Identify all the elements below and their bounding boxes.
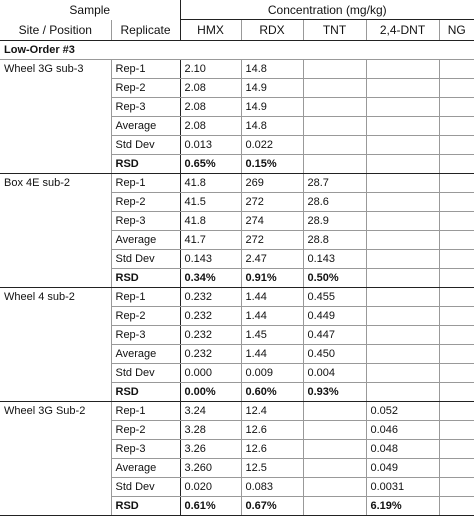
value-cell-24dnt <box>366 136 439 155</box>
value-cell-hmx: 0.143 <box>180 250 241 269</box>
value-cell-hmx: 3.260 <box>180 459 241 478</box>
concentration-header: Concentration (mg/kg) <box>180 0 474 20</box>
value-cell-rdx: 274 <box>241 212 303 231</box>
value-cell-24dnt <box>366 307 439 326</box>
site-position-cell: Box 4E sub-2 <box>0 174 111 193</box>
value-cell-hmx: 2.10 <box>180 60 241 79</box>
table-row <box>0 478 474 497</box>
value-cell-hmx: 3.24 <box>180 402 241 421</box>
value-cell-24dnt <box>366 231 439 250</box>
replicate-cell: Std Dev <box>111 478 180 497</box>
replicate-cell: RSD <box>111 155 180 174</box>
value-cell-ng <box>439 60 474 79</box>
value-cell-24dnt: 0.0031 <box>366 478 439 497</box>
site-position-cell <box>0 250 111 269</box>
value-cell-24dnt: 0.048 <box>366 440 439 459</box>
value-cell-24dnt <box>366 79 439 98</box>
value-cell-tnt <box>303 117 366 136</box>
value-cell-ng <box>439 288 474 307</box>
value-cell-rdx: 0.15% <box>241 155 303 174</box>
value-cell-hmx: 0.013 <box>180 136 241 155</box>
table-row <box>0 193 474 212</box>
value-cell-ng <box>439 193 474 212</box>
value-cell-rdx: 0.083 <box>241 478 303 497</box>
value-cell-tnt: 28.8 <box>303 231 366 250</box>
value-cell-ng <box>439 174 474 193</box>
table-row <box>0 459 474 478</box>
value-cell-rdx: 14.8 <box>241 60 303 79</box>
replicate-cell: Rep-2 <box>111 193 180 212</box>
value-cell-hmx: 2.08 <box>180 117 241 136</box>
value-cell-24dnt <box>366 364 439 383</box>
value-cell-rdx: 1.44 <box>241 345 303 364</box>
table-row <box>0 326 474 345</box>
value-cell-24dnt <box>366 250 439 269</box>
replicate-header: Replicate <box>111 20 180 41</box>
replicate-cell: Rep-3 <box>111 212 180 231</box>
value-cell-24dnt: 6.19% <box>366 497 439 516</box>
value-cell-tnt: 28.9 <box>303 212 366 231</box>
table-row <box>0 79 474 98</box>
value-cell-ng <box>439 459 474 478</box>
value-cell-tnt: 28.6 <box>303 193 366 212</box>
value-cell-24dnt <box>366 269 439 288</box>
value-cell-hmx: 2.08 <box>180 79 241 98</box>
value-cell-hmx: 41.8 <box>180 174 241 193</box>
replicate-cell: Average <box>111 459 180 478</box>
value-cell-hmx: 0.65% <box>180 155 241 174</box>
value-cell-ng <box>439 98 474 117</box>
value-cell-24dnt <box>366 288 439 307</box>
value-cell-tnt: 28.7 <box>303 174 366 193</box>
replicate-cell: Rep-1 <box>111 174 180 193</box>
replicate-cell: RSD <box>111 497 180 516</box>
replicate-cell: Rep-2 <box>111 79 180 98</box>
value-cell-ng <box>439 136 474 155</box>
value-cell-ng <box>439 117 474 136</box>
value-cell-rdx: 0.67% <box>241 497 303 516</box>
value-cell-tnt <box>303 459 366 478</box>
replicate-cell: Rep-1 <box>111 288 180 307</box>
value-cell-hmx: 0.61% <box>180 497 241 516</box>
value-cell-hmx: 0.020 <box>180 478 241 497</box>
value-cell-rdx: 14.9 <box>241 79 303 98</box>
table-row <box>0 307 474 326</box>
value-cell-tnt <box>303 421 366 440</box>
table-body <box>0 41 474 516</box>
value-cell-ng <box>439 364 474 383</box>
value-cell-hmx: 3.26 <box>180 440 241 459</box>
site-position-cell <box>0 212 111 231</box>
site-position-cell <box>0 326 111 345</box>
group-label: Low-Order #3 <box>0 41 474 60</box>
analyte-header-24dnt: 2,4-DNT <box>366 20 439 41</box>
table-row <box>0 288 474 307</box>
value-cell-rdx: 1.44 <box>241 307 303 326</box>
value-cell-rdx: 0.91% <box>241 269 303 288</box>
value-cell-tnt <box>303 478 366 497</box>
value-cell-ng <box>439 326 474 345</box>
site-position-cell <box>0 193 111 212</box>
value-cell-ng <box>439 79 474 98</box>
site-position-cell <box>0 231 111 250</box>
table-row-rsd <box>0 269 474 288</box>
site-position-cell <box>0 421 111 440</box>
table-row <box>0 421 474 440</box>
replicate-cell: Std Dev <box>111 364 180 383</box>
replicate-cell: Average <box>111 231 180 250</box>
table-row <box>0 98 474 117</box>
replicate-cell: Std Dev <box>111 136 180 155</box>
replicate-cell: Rep-1 <box>111 402 180 421</box>
value-cell-tnt <box>303 155 366 174</box>
table-row <box>0 250 474 269</box>
value-cell-hmx: 0.000 <box>180 364 241 383</box>
value-cell-24dnt: 0.049 <box>366 459 439 478</box>
value-cell-hmx: 0.232 <box>180 326 241 345</box>
value-cell-24dnt <box>366 345 439 364</box>
site-position-cell <box>0 136 111 155</box>
value-cell-24dnt <box>366 212 439 231</box>
value-cell-tnt: 0.93% <box>303 383 366 402</box>
value-cell-24dnt <box>366 60 439 79</box>
value-cell-rdx: 14.8 <box>241 117 303 136</box>
value-cell-24dnt: 0.046 <box>366 421 439 440</box>
table-row <box>0 136 474 155</box>
site-position-cell <box>0 117 111 136</box>
site-position-cell <box>0 79 111 98</box>
value-cell-24dnt <box>366 155 439 174</box>
analyte-header-rdx: RDX <box>241 20 303 41</box>
value-cell-rdx: 1.44 <box>241 288 303 307</box>
table-row-rsd <box>0 155 474 174</box>
header-row-top <box>0 0 474 20</box>
table-row <box>0 364 474 383</box>
replicate-cell: Rep-3 <box>111 98 180 117</box>
value-cell-tnt <box>303 402 366 421</box>
value-cell-rdx: 269 <box>241 174 303 193</box>
value-cell-hmx: 3.28 <box>180 421 241 440</box>
value-cell-ng <box>439 421 474 440</box>
value-cell-24dnt <box>366 383 439 402</box>
value-cell-hmx: 41.7 <box>180 231 241 250</box>
value-cell-hmx: 0.34% <box>180 269 241 288</box>
value-cell-24dnt <box>366 193 439 212</box>
analyte-header-tnt: TNT <box>303 20 366 41</box>
table-row <box>0 440 474 459</box>
value-cell-tnt: 0.449 <box>303 307 366 326</box>
replicate-cell: RSD <box>111 269 180 288</box>
site-position-cell <box>0 478 111 497</box>
value-cell-rdx: 272 <box>241 193 303 212</box>
replicate-cell: Rep-2 <box>111 421 180 440</box>
value-cell-hmx: 0.232 <box>180 307 241 326</box>
value-cell-rdx: 0.022 <box>241 136 303 155</box>
value-cell-tnt <box>303 98 366 117</box>
value-cell-ng <box>439 250 474 269</box>
sample-header: Sample <box>0 0 180 20</box>
value-cell-rdx: 0.009 <box>241 364 303 383</box>
replicate-cell: Average <box>111 117 180 136</box>
value-cell-ng <box>439 440 474 459</box>
site-position-cell <box>0 307 111 326</box>
table-row <box>0 117 474 136</box>
table-row <box>0 345 474 364</box>
value-cell-tnt: 0.447 <box>303 326 366 345</box>
value-cell-tnt <box>303 60 366 79</box>
table-row-rsd <box>0 383 474 402</box>
site-position-cell <box>0 383 111 402</box>
table-row <box>0 174 474 193</box>
site-position-cell: Wheel 4 sub-2 <box>0 288 111 307</box>
replicate-cell: Rep-3 <box>111 326 180 345</box>
value-cell-tnt: 0.455 <box>303 288 366 307</box>
value-cell-tnt: 0.50% <box>303 269 366 288</box>
value-cell-tnt <box>303 136 366 155</box>
value-cell-tnt <box>303 79 366 98</box>
header-row-columns <box>0 20 474 41</box>
site-position-cell: Wheel 3G sub-3 <box>0 60 111 79</box>
site-position-cell <box>0 440 111 459</box>
replicate-cell: RSD <box>111 383 180 402</box>
replicate-cell: Rep-2 <box>111 307 180 326</box>
value-cell-24dnt <box>366 174 439 193</box>
site-position-cell <box>0 459 111 478</box>
value-cell-hmx: 41.8 <box>180 212 241 231</box>
table-row <box>0 402 474 421</box>
value-cell-ng <box>439 402 474 421</box>
value-cell-rdx: 12.6 <box>241 421 303 440</box>
analyte-header-ng: NG <box>439 20 474 41</box>
value-cell-rdx: 2.47 <box>241 250 303 269</box>
value-cell-ng <box>439 155 474 174</box>
value-cell-rdx: 12.4 <box>241 402 303 421</box>
value-cell-ng <box>439 307 474 326</box>
value-cell-tnt <box>303 440 366 459</box>
value-cell-hmx: 0.232 <box>180 345 241 364</box>
value-cell-hmx: 0.232 <box>180 288 241 307</box>
replicate-cell: Rep-3 <box>111 440 180 459</box>
value-cell-hmx: 0.00% <box>180 383 241 402</box>
value-cell-ng <box>439 212 474 231</box>
value-cell-rdx: 0.60% <box>241 383 303 402</box>
site-position-cell <box>0 155 111 174</box>
value-cell-ng <box>439 478 474 497</box>
replicate-cell: Average <box>111 345 180 364</box>
table-header <box>0 0 474 41</box>
value-cell-24dnt: 0.052 <box>366 402 439 421</box>
value-cell-24dnt <box>366 98 439 117</box>
value-cell-24dnt <box>366 326 439 345</box>
value-cell-hmx: 2.08 <box>180 98 241 117</box>
value-cell-ng <box>439 269 474 288</box>
site-position-cell <box>0 345 111 364</box>
site-position-cell <box>0 364 111 383</box>
value-cell-rdx: 14.9 <box>241 98 303 117</box>
value-cell-ng <box>439 383 474 402</box>
analyte-header-hmx: HMX <box>180 20 241 41</box>
value-cell-rdx: 12.6 <box>241 440 303 459</box>
value-cell-tnt: 0.004 <box>303 364 366 383</box>
replicate-cell: Std Dev <box>111 250 180 269</box>
group-row <box>0 41 474 60</box>
value-cell-24dnt <box>366 117 439 136</box>
replicate-cell: Rep-1 <box>111 60 180 79</box>
table-row <box>0 212 474 231</box>
value-cell-tnt: 0.143 <box>303 250 366 269</box>
value-cell-rdx: 272 <box>241 231 303 250</box>
table-row <box>0 231 474 250</box>
table-row <box>0 60 474 79</box>
site-position-header: Site / Position <box>0 20 111 41</box>
value-cell-rdx: 12.5 <box>241 459 303 478</box>
value-cell-rdx: 1.45 <box>241 326 303 345</box>
value-cell-hmx: 41.5 <box>180 193 241 212</box>
site-position-cell <box>0 269 111 288</box>
value-cell-tnt: 0.450 <box>303 345 366 364</box>
value-cell-ng <box>439 231 474 250</box>
value-cell-ng <box>439 345 474 364</box>
site-position-cell: Wheel 3G Sub-2 <box>0 402 111 421</box>
site-position-cell <box>0 98 111 117</box>
